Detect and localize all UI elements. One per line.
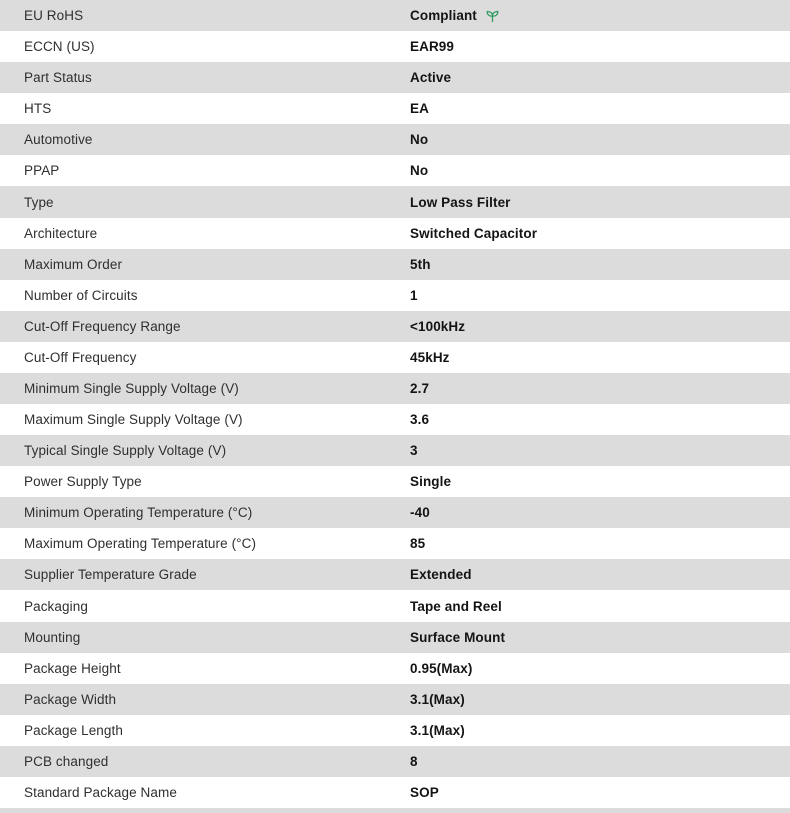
spec-row [0, 311, 790, 342]
spec-value: 3.6 [410, 412, 430, 428]
spec-row [0, 155, 790, 186]
spec-label: Mounting [24, 629, 81, 645]
spec-row [0, 342, 790, 373]
spec-value: Tape and Reel [410, 598, 502, 614]
spec-value: 3.1(Max) [410, 691, 465, 707]
spec-row [0, 777, 790, 808]
spec-value: No [410, 132, 429, 148]
spec-label: Package Length [24, 722, 123, 738]
spec-row [0, 497, 790, 528]
spec-label: Maximum Single Supply Voltage (V) [24, 412, 243, 428]
spec-label: Packaging [24, 598, 88, 614]
spec-label: Number of Circuits [24, 287, 138, 303]
spec-row [0, 31, 790, 62]
spec-label: Supplier Temperature Grade [24, 567, 197, 583]
spec-row [0, 715, 790, 746]
spec-label: Minimum Single Supply Voltage (V) [24, 380, 239, 396]
spec-value: 8 [410, 753, 418, 769]
spec-value: 0.95(Max) [410, 660, 473, 676]
spec-row [0, 622, 790, 653]
spec-row [0, 528, 790, 559]
spec-label: Part Status [24, 70, 92, 86]
spec-row [0, 93, 790, 124]
spec-value: 3.1(Max) [410, 722, 465, 738]
spec-value: -40 [410, 505, 430, 521]
spec-value: SOP [410, 784, 439, 800]
spec-value: 3 [410, 443, 418, 459]
spec-row [0, 186, 790, 217]
spec-value: Compliant [410, 8, 477, 24]
spec-label: EU RoHS [24, 8, 84, 24]
spec-value: No [410, 163, 429, 179]
spec-row [0, 124, 790, 155]
spec-row [0, 746, 790, 777]
spec-label: Minimum Operating Temperature (°C) [24, 505, 253, 521]
spec-row [0, 280, 790, 311]
spec-value: Extended [410, 567, 472, 583]
spec-label: Standard Package Name [24, 784, 177, 800]
spec-label: Cut-Off Frequency [24, 349, 137, 365]
spec-label: Power Supply Type [24, 474, 142, 490]
spec-label: Automotive [24, 132, 93, 148]
spec-row [0, 590, 790, 621]
spec-label: HTS [24, 101, 52, 117]
spec-label: Maximum Operating Temperature (°C) [24, 536, 257, 552]
spec-value: Single [410, 474, 452, 490]
spec-value: Switched Capacitor [410, 225, 538, 241]
spec-label: Typical Single Supply Voltage (V) [24, 443, 227, 459]
spec-row [0, 466, 790, 497]
spec-row [0, 249, 790, 280]
spec-value: 1 [410, 287, 418, 303]
spec-row [0, 218, 790, 249]
spec-row [0, 62, 790, 93]
spec-label: Architecture [24, 225, 98, 241]
spec-row [0, 653, 790, 684]
spec-value: EA [410, 101, 429, 117]
spec-value: Active [410, 70, 452, 86]
spec-label: Maximum Order [24, 256, 123, 272]
spec-row [0, 559, 790, 590]
spec-row [0, 435, 790, 466]
spec-value: <100kHz [410, 318, 466, 334]
sprout-leaf-icon [485, 8, 500, 23]
spec-value: Low Pass Filter [410, 194, 511, 210]
spec-value: Surface Mount [410, 629, 506, 645]
spec-value: EAR99 [410, 39, 455, 55]
spec-value: 45kHz [410, 349, 450, 365]
spec-value: 85 [410, 536, 426, 552]
spec-row [0, 0, 790, 31]
spec-label: ECCN (US) [24, 39, 95, 55]
spec-row [0, 373, 790, 404]
spec-label: Package Width [24, 691, 117, 707]
spec-value: 5th [410, 256, 431, 272]
partial-next-row [0, 808, 790, 813]
spec-label: Type [24, 194, 54, 210]
spec-value: 2.7 [410, 380, 430, 396]
spec-label: PPAP [24, 163, 60, 179]
spec-row [0, 404, 790, 435]
spec-label: PCB changed [24, 753, 109, 769]
spec-row [0, 684, 790, 715]
spec-label: Package Height [24, 660, 121, 676]
spec-label: Cut-Off Frequency Range [24, 318, 181, 334]
